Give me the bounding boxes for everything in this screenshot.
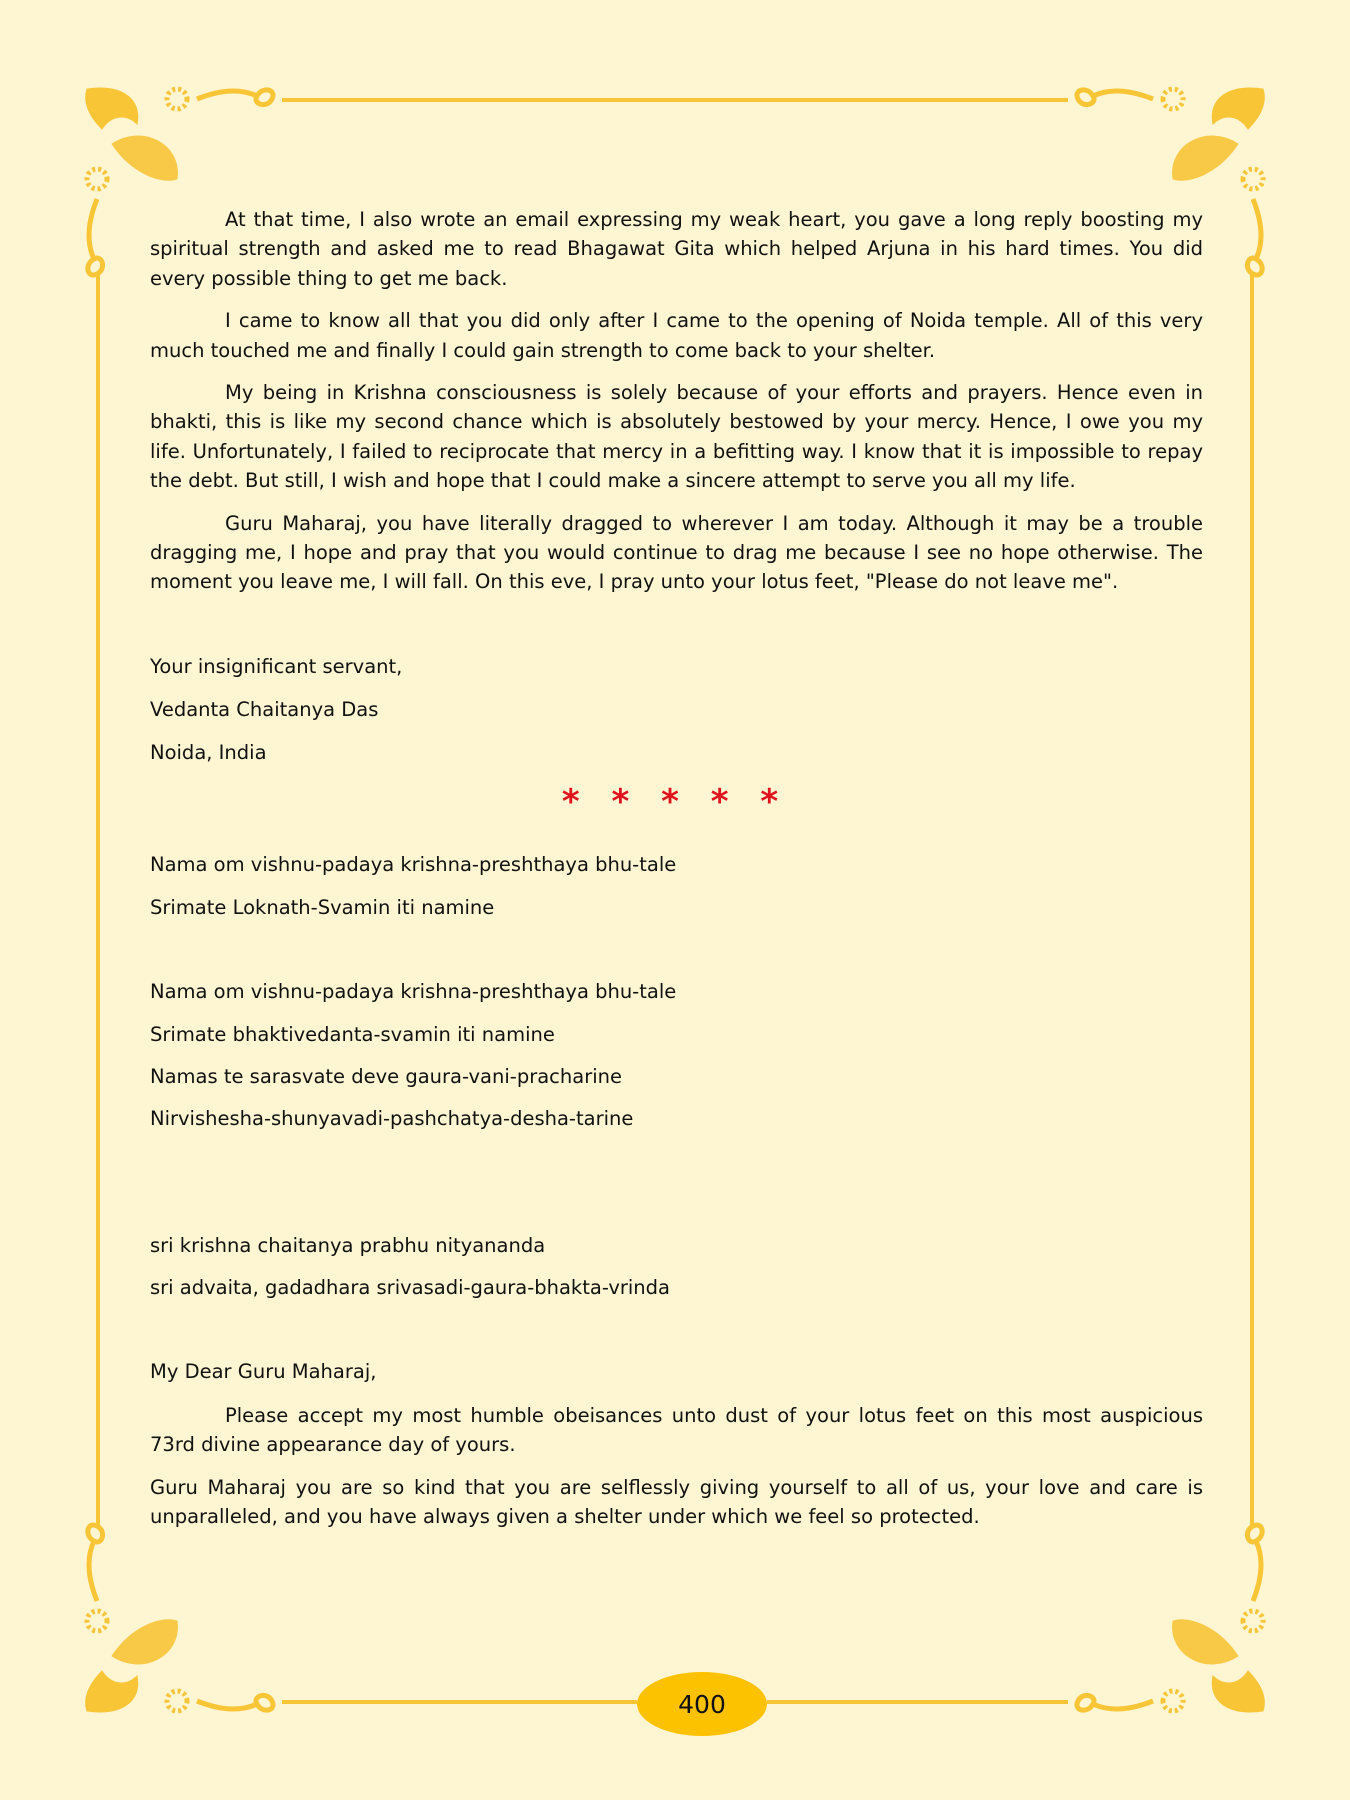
paragraph: At that time, I also wrote an email expressing my weak heart, you gave a long reply boosting my spiritual strength and asked me to read Bhagawat Gita which helped Arjuna in his hard times. You did every possible thing to get me back. (150, 208, 1203, 290)
paragraph: Guru Maharaj you are so kind that you are selflessly giving yourself to all of us, your love and care is unparalleled, and you have always given a shelter under which we feel so protected. (150, 1475, 1203, 1529)
prayer-line: Nama om vishnu-padaya krishna-preshthaya bhu-tale (150, 980, 677, 1003)
border-right (1250, 272, 1254, 1528)
prayer-line: Namas te sarasvate deve gaura-vani-pracharine (150, 1065, 622, 1088)
paragraph: Please accept my most humble obeisances unto dust of your lotus feet on this most auspicious 73rd divine appearance day of yours. (150, 1404, 1203, 1457)
prayer-line: Nirvishesha-shunyavadi-pashchatya-desha-tarine (150, 1107, 634, 1130)
signature-location: Noida, India (150, 741, 267, 764)
signature-closing: Your insignificant servant, (150, 655, 403, 678)
page-number-badge (637, 1672, 767, 1736)
paragraph: Guru Maharaj, you have literally dragged to wherever I am today. Although it may be a trouble dragging me, I hope and pray that you would continue to drag me because I see no hope otherwise. The moment you leave me, I will fall. On this eve, I pray unto your lotus feet, "Please do not leave me". (150, 511, 1203, 594)
corner-ornament-bottom-left (82, 1516, 282, 1716)
corner-ornament-bottom-right (1068, 1516, 1268, 1716)
page-number: 400 (678, 1689, 726, 1719)
paragraph: My being in Krishna consciousness is solely because of your efforts and prayers. Hence even in bhakti, this is like my second chance which is absolutely bestowed by your mercy. Hence, I owe you my life. Unfortunately, I failed to reciprocate that mercy in a befitting way. I know that it is impossible to repay the debt. But still, I wish and hope that I could make a sincere attempt to serve you all my life. (150, 381, 1203, 493)
border-bottom-right (767, 1700, 1068, 1704)
letter-body-top (150, 205, 1203, 610)
paragraph: I came to know all that you did only after I came to the opening of Noida temple. All of this very much touched me and finally I could gain strength to come back to your shelter. (150, 309, 1203, 362)
prayer-line: sri advaita, gadadhara srivasadi-gaura-bhakta-vrinda (150, 1276, 670, 1299)
prayer-line: Nama om vishnu-padaya krishna-preshthaya bhu-tale (150, 853, 677, 876)
border-top (282, 98, 1068, 102)
border-bottom-left (282, 1700, 637, 1704)
section-separator-stars: * * * * * (561, 782, 789, 822)
signature-name: Vedanta Chaitanya Das (150, 698, 379, 721)
prayer-line: Srimate Loknath-Svamin iti namine (150, 896, 495, 919)
prayer-line: sri krishna chaitanya prabhu nityananda (150, 1234, 546, 1257)
salutation: My Dear Guru Maharaj, (150, 1360, 377, 1383)
border-left (96, 272, 100, 1528)
prayer-line: Srimate bhaktivedanta-svamin iti namine (150, 1023, 555, 1046)
letter-body-bottom (150, 1401, 1203, 1545)
